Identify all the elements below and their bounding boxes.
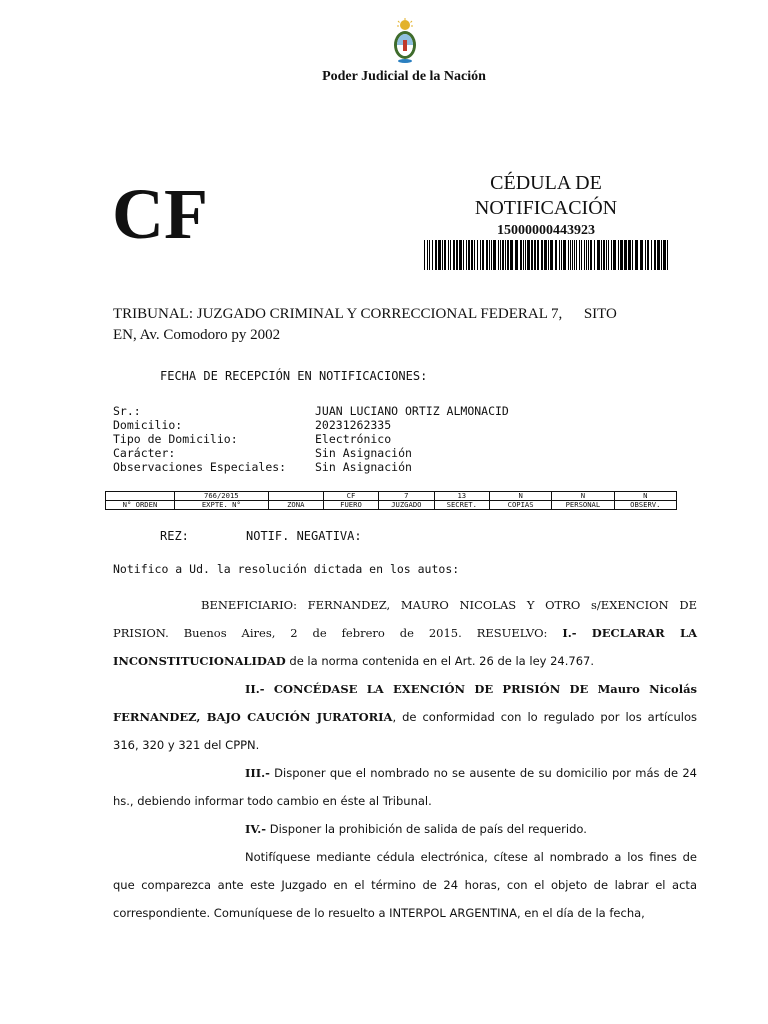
codes-header-cell: N° ORDEN <box>106 501 175 510</box>
barcode-bar <box>477 240 478 270</box>
barcode-bar <box>474 240 475 270</box>
p4-bold: IV.- <box>245 822 267 836</box>
field-label: Carácter: <box>113 446 176 460</box>
tribunal-name: JUZGADO CRIMINAL Y CORRECCIONAL FEDERAL 7, <box>196 306 563 322</box>
barcode-bar <box>606 240 607 270</box>
field-value: Sin Asignación <box>315 446 412 460</box>
barcode-bar <box>531 240 533 270</box>
code-letters: CF <box>112 174 208 254</box>
cedula-title-line2: NOTIFICACIÓN <box>474 197 618 219</box>
tribunal-label: TRIBUNAL: <box>113 306 193 322</box>
barcode-bar <box>468 240 470 270</box>
barcode <box>424 240 668 270</box>
barcode-bar <box>620 240 623 270</box>
barcode-bar <box>502 240 504 270</box>
codes-table <box>105 491 677 510</box>
barcode-bar <box>505 240 506 270</box>
cedula-number: 15000000443923 <box>497 223 595 238</box>
barcode-bar <box>555 240 557 270</box>
barcode-bar <box>424 240 425 270</box>
barcode-bar <box>667 240 668 270</box>
barcode-bar <box>590 240 592 270</box>
fecha-recepcion-label: FECHA DE RECEPCIÓN EN NOTIFICACIONES: <box>160 369 428 383</box>
barcode-bar <box>640 240 643 270</box>
barcode-bar <box>471 240 473 270</box>
barcode-bar <box>611 240 612 270</box>
paragraph-5 <box>113 843 697 927</box>
barcode-bar <box>525 240 526 270</box>
barcode-bar <box>510 240 513 270</box>
codes-header-cell: JUZGADO <box>379 501 434 510</box>
codes-value-cell: N <box>614 492 676 501</box>
codes-value-cell: CF <box>323 492 378 501</box>
p1-text: BENEFICIARIO: FERNANDEZ, MAURO NICOLAS Y OTRO s/EXENCION DE PRISION. Buenos Aires, 2 de febrero de 2015. RESUELVO: <box>113 598 697 640</box>
barcode-bar <box>480 240 481 270</box>
barcode-bar <box>448 240 449 270</box>
barcode-bar <box>579 240 580 270</box>
p3-bold: III.- <box>245 766 270 780</box>
resolution-body <box>113 591 697 927</box>
barcode-bar <box>561 240 562 270</box>
p2-rest: , de conformidad con lo regulado por los artículos 316, 320 y 321 del CPPN. <box>113 710 697 752</box>
barcode-bar <box>632 240 633 270</box>
tribunal-block <box>113 304 697 346</box>
codes-header-cell: ZONA <box>268 501 323 510</box>
field-label: Observaciones Especiales: <box>113 460 287 474</box>
cedula-title-line1: CÉDULA DE <box>490 172 602 194</box>
codes-header-cell: EXPTE. N° <box>174 501 268 510</box>
codes-header-cell: FUERO <box>323 501 378 510</box>
barcode-bar <box>654 240 656 270</box>
p1-bold: I.- DECLARAR LA INCONSTITUCIONALIDAD <box>113 626 698 668</box>
paragraph-3 <box>113 759 697 815</box>
coat-of-arms-emblem <box>386 18 424 64</box>
codes-value-cell: N <box>490 492 552 501</box>
paragraph-1 <box>113 591 697 675</box>
barcode-bar <box>453 240 455 270</box>
barcode-bar <box>608 240 609 270</box>
paragraph-4 <box>113 815 697 843</box>
p4-rest: Disponer la prohibición de salida de país del requerido. <box>266 822 587 836</box>
barcode-bar <box>588 240 589 270</box>
field-value: Electrónico <box>315 432 392 446</box>
notifico-text: Notifico a Ud. la resolución dictada en los autos: <box>113 562 460 576</box>
field-label: Tipo de Domicilio: <box>113 432 238 446</box>
barcode-bar <box>613 240 616 270</box>
rez-label: REZ: <box>160 529 189 543</box>
codes-value-cell: 13 <box>434 492 489 501</box>
barcode-bar <box>444 240 446 270</box>
barcode-bar <box>466 240 467 270</box>
barcode-bar <box>657 240 660 270</box>
barcode-bar <box>435 240 437 270</box>
barcode-bar <box>570 240 571 270</box>
tribunal-address: EN, Av. Comodoro py 2002 <box>113 327 281 343</box>
barcode-bar <box>493 240 496 270</box>
barcode-bar <box>635 240 638 270</box>
barcode-bar <box>442 240 443 270</box>
barcode-bar <box>661 240 662 270</box>
barcode-bar <box>584 240 585 270</box>
codes-header-cell: COPIAS <box>490 501 552 510</box>
barcode-bar <box>427 240 428 270</box>
codes-value-cell: 766/2015 <box>174 492 268 501</box>
barcode-bar <box>594 240 595 270</box>
field-label: Sr.: <box>113 404 141 418</box>
header-title: Poder Judicial de la Nación <box>322 69 486 84</box>
barcode-bar <box>624 240 627 270</box>
barcode-bar <box>541 240 543 270</box>
barcode-bar <box>459 240 462 270</box>
barcode-bar <box>576 240 577 270</box>
barcode-bar <box>491 240 492 270</box>
codes-value-cell: N <box>552 492 614 501</box>
barcode-bar <box>429 240 430 270</box>
barcode-bar <box>534 240 536 270</box>
barcode-bar <box>500 240 501 270</box>
barcode-bar <box>544 240 547 270</box>
barcode-bar <box>520 240 522 270</box>
barcode-bar <box>463 240 464 270</box>
barcode-bar <box>603 240 605 270</box>
barcode-bar <box>548 240 549 270</box>
paragraph-2 <box>113 675 697 759</box>
barcode-bar <box>568 240 569 270</box>
barcode-bar <box>527 240 530 270</box>
barcode-bar <box>515 240 518 270</box>
barcode-bar <box>618 240 619 270</box>
codes-header-cell: OBSERV. <box>614 501 676 510</box>
field-label: Domicilio: <box>113 418 183 432</box>
barcode-bar <box>489 240 490 270</box>
barcode-bar <box>507 240 509 270</box>
barcode-bar <box>601 240 602 270</box>
codes-header-row <box>106 501 677 510</box>
p3-rest: Disponer que el nombrado no se ausente de su domicilio por más de 24 hs., debiendo informar todo cambio en éste al Tribunal. <box>113 766 697 808</box>
barcode-bar <box>597 240 600 270</box>
barcode-bar <box>663 240 666 270</box>
barcode-bar <box>563 240 566 270</box>
barcode-bar <box>486 240 488 270</box>
barcode-bar <box>482 240 484 270</box>
barcode-bar <box>523 240 524 270</box>
barcode-bar <box>645 240 646 270</box>
field-value: 20231262335 <box>315 418 392 432</box>
barcode-bar <box>550 240 553 270</box>
codes-header-cell: SECRET. <box>434 501 489 510</box>
barcode-bar <box>456 240 458 270</box>
barcode-bar <box>537 240 539 270</box>
barcode-bar <box>586 240 587 270</box>
tribunal-sito: SITO <box>583 306 617 322</box>
barcode-bar <box>498 240 499 270</box>
p1-rest: de la norma contenida en el Art. 26 de la ley 24.767. <box>289 654 594 668</box>
barcode-bar <box>438 240 441 270</box>
field-value: Sin Asignación <box>315 460 412 474</box>
barcode-bar <box>581 240 582 270</box>
barcode-bar <box>651 240 652 270</box>
barcode-bar <box>572 240 573 270</box>
barcode-bar <box>432 240 433 270</box>
barcode-bar <box>647 240 649 270</box>
codes-header-cell: PERSONAL <box>552 501 614 510</box>
barcode-bar <box>559 240 560 270</box>
barcode-bar <box>574 240 575 270</box>
p5-text: Notifíquese mediante cédula electrónica, cítese al nombrado a los fines de que comparezca ante este Juzgado en el término de 24 horas, con el objeto de labrar el acta correspondiente. Comuníquese de lo resuelto a INTERPOL ARGENTINA, en el día de la fecha, <box>113 850 697 920</box>
barcode-bar <box>450 240 451 270</box>
codes-value-cell: 7 <box>379 492 434 501</box>
p2-bold: II.- CONCÉDASE LA EXENCIÓN DE PRISIÓN DE Mauro Nicolás FERNANDEZ, BAJO CAUCIÓN JURATORIA <box>113 682 697 724</box>
notif-negativa-label: NOTIF. NEGATIVA: <box>246 529 362 543</box>
barcode-bar <box>628 240 631 270</box>
field-value: JUAN LUCIANO ORTIZ ALMONACID <box>315 404 509 418</box>
